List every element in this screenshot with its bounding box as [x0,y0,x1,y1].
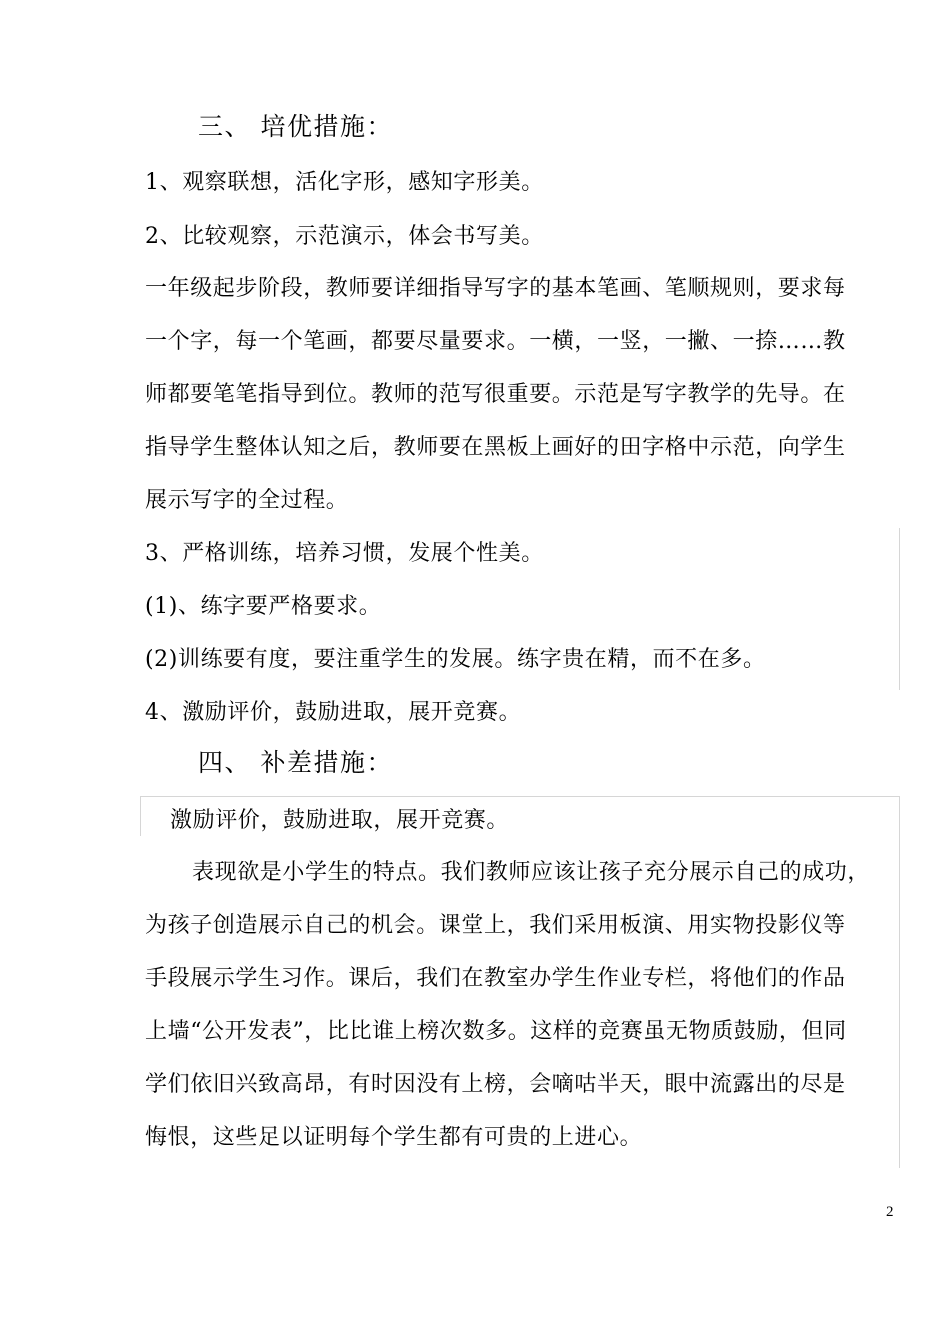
paragraph-line: 师都要笔笔指导到位。教师的范写很重要。示范是写字教学的先导。在 [145,382,846,407]
section-three-sub-2: (2)训练要有度，要注重学生的发展。练字贵在精，而不在多。 [145,647,766,672]
section-three-heading: 三、 培优措施： [198,112,393,141]
paragraph-line: 一年级起步阶段，教师要详细指导写字的基本笔画、笔顺规则，要求每 [145,276,846,301]
page-number: 2 [886,1204,894,1220]
section-three-item-3: 3、严格训练，培养习惯，发展个性美。 [145,541,544,566]
paragraph-line: 手段展示学生习作。课后，我们在教室办学生作业专栏，将他们的作品 [145,966,846,991]
section-three-item-4: 4、激励评价，鼓励进取，展开竞赛。 [145,700,522,725]
section-three-item-2: 2、比较观察，示范演示，体会书写美。 [145,224,544,249]
border-line [899,796,900,1168]
paragraph-line: 为孩子创造展示自己的机会。课堂上，我们采用板演、用实物投影仪等 [145,913,846,938]
paragraph-line: 上墙“公开发表”，比比谁上榜次数多。这样的竞赛虽无物质鼓励，但同 [145,1019,847,1044]
section-four-heading: 四、 补差措施： [198,748,393,777]
paragraph-line: 悔恨，这些足以证明每个学生都有可贵的上进心。 [145,1125,643,1150]
paragraph-line: 表现欲是小学生的特点。我们教师应该让孩子充分展示自己的成功， [192,860,871,885]
paragraph-line: 指导学生整体认知之后，教师要在黑板上画好的田字格中示范，向学生 [145,435,846,460]
section-three-sub-1: (1)、练字要严格要求。 [145,594,382,619]
border-line [140,796,900,797]
border-line [140,796,141,836]
paragraph-line: 学们依旧兴致高昂，有时因没有上榜，会嘀咕半天，眼中流露出的尽是 [145,1072,846,1097]
paragraph-line: 展示写字的全过程。 [145,488,349,513]
paragraph-line: 一个字，每一个笔画，都要尽量要求。一横，一竖，一撇、一捺……教 [145,329,846,354]
border-line [899,528,900,690]
section-three-item-1: 1、观察联想，活化字形，感知字形美。 [145,170,544,195]
section-four-subtitle: 激励评价，鼓励进取，展开竞赛。 [170,808,510,833]
